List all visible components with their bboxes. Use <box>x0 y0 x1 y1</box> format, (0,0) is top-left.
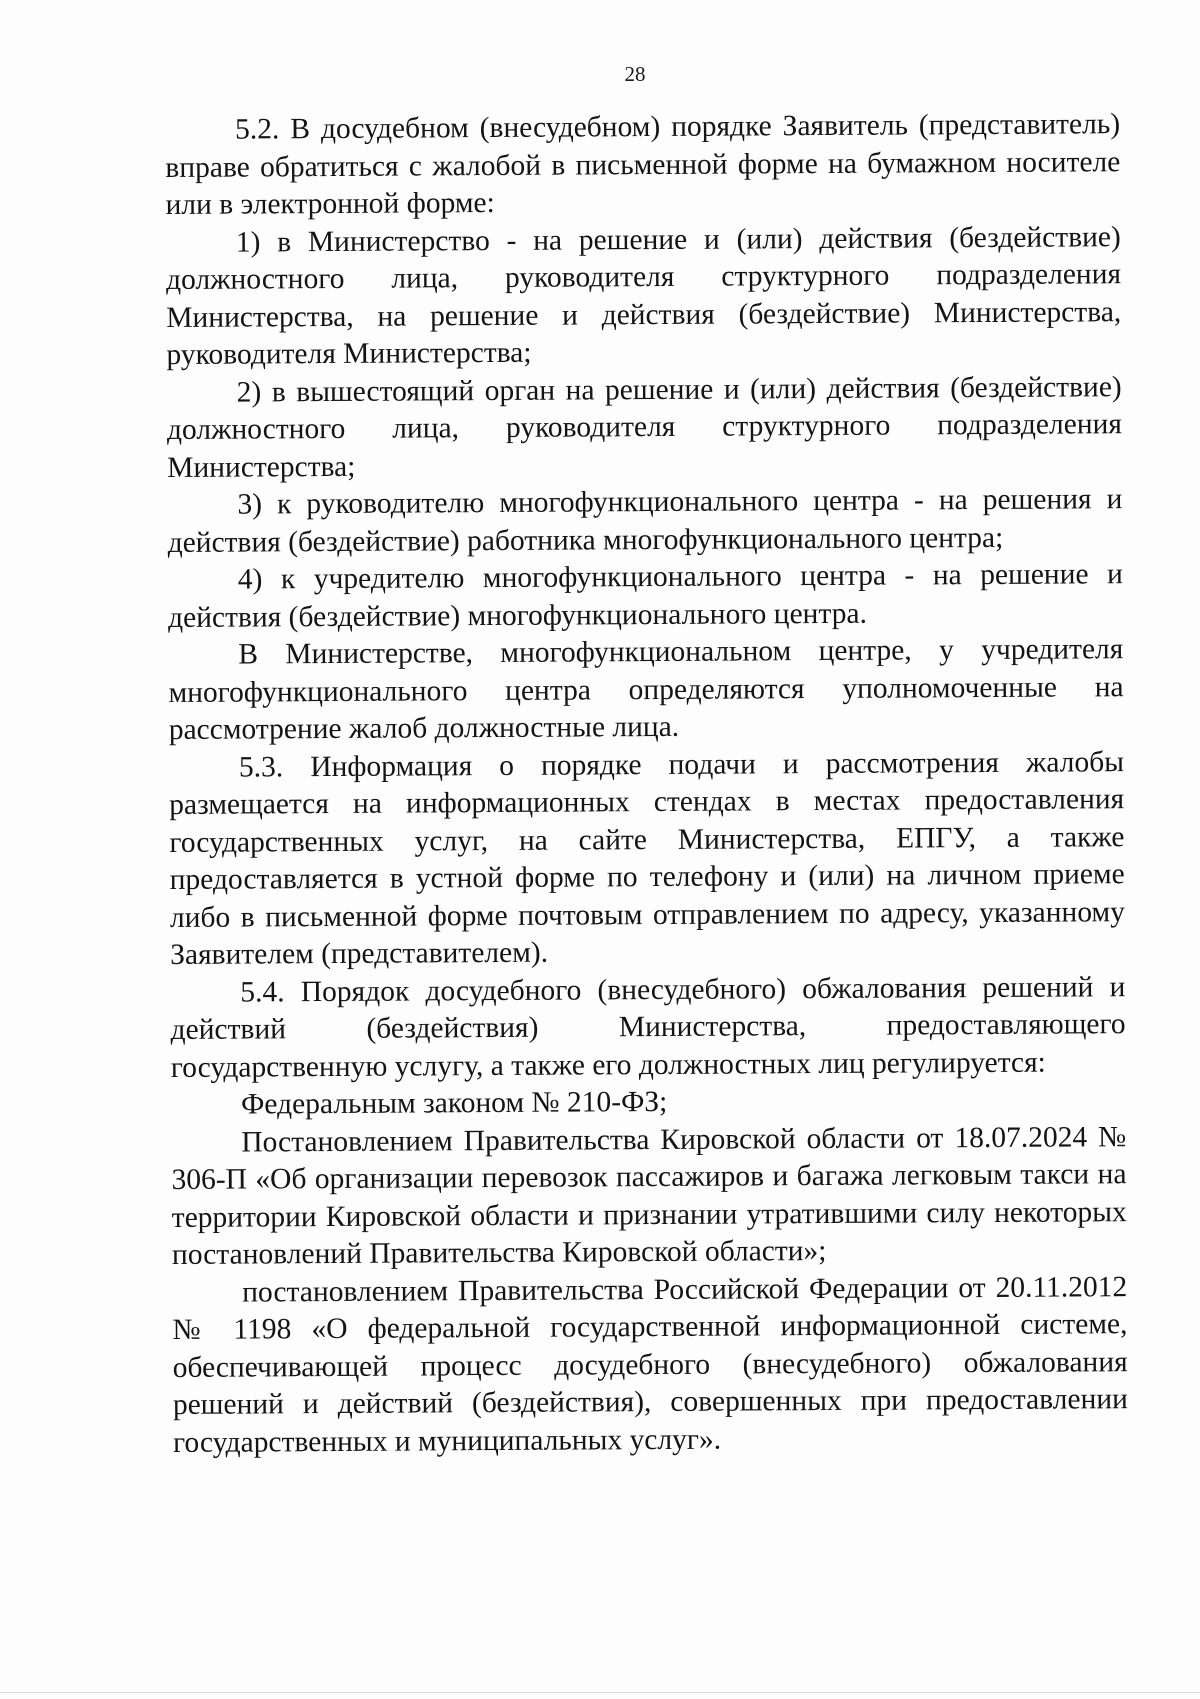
paragraph-federal-law: Федеральным законом № 210-ФЗ; <box>240 1085 668 1121</box>
paragraph-5-2: 5.2. В досудебном (внесудебном) порядке Заявитель (представитель) вправе обратиться с жалобой в письменной форме на бумажном носителе или в электронной форме: <box>165 108 1121 221</box>
paragraph-5-3: 5.3. Информация о порядке подачи и рассмотрения жалобы размещается на информационных стендах в местах предоставления государственных услуг, на сайте Министерства, ЕПГУ, а также предоставляется в устной форме по телефону и (или) на личном приеме либо в письменной форме почтовым отправлением по адресу, указанному Заявителем (представителем). <box>169 745 1126 971</box>
paragraph-rf-resolution: постановлением Правительства Российской Федерации от 20.11.2012 № 1198 «О федеральной государственной информационной системе, обеспечивающей процесс досудебного (внесудебного) обжалования решений и действий (бездействия), совершенных при предоставлении государственных и муниципальных услуг». <box>172 1270 1128 1459</box>
paragraph-5-4: 5.4. Порядок досудебного (внесудебного) обжалования решений и действий (бездействия) Министерства, предоставляющего государственную услугу, а также его должностных лиц регулируется: <box>170 970 1126 1084</box>
paragraph-authorized-persons: В Министерстве, многофункциональном центре, у учредителя многофункционального центра определяются уполномоченные на рассмотрение жалоб должностные лица. <box>168 633 1124 746</box>
paragraph-item-3: 3) к руководителю многофункционального центра - на решения и действия (бездействие) работника многофункционального центра; <box>167 483 1123 559</box>
paragraph-kirov-resolution: Постановлением Правительства Кировской области от 18.07.2024 № 306-П «Об организации перевозок пассажиров и багажа легковым такси на территории Кировской области и признании утратившими силу некоторых постановлений Правительства Кировской области»; <box>171 1120 1127 1271</box>
paragraph-item-1: 1) в Министерство - на решение и (или) действия (бездействие) должностного лица, руководителя структурного подразделения Министерства, на решение и действия (бездействие) Министерства, руководителя Министерства; <box>165 220 1122 371</box>
page-number: 28 <box>624 62 646 86</box>
scan-edge-line <box>0 1692 1200 1693</box>
paragraph-item-2: 2) в вышестоящий орган на решение и (или) действия (бездействие) должностного лица, руководителя структурного подразделения Министерства; <box>166 370 1123 484</box>
paragraph-item-4: 4) к учредителю многофункционального центра - на решение и действия (бездействие) многофункционального центра. <box>167 558 1123 634</box>
document-body <box>165 106 1128 1462</box>
